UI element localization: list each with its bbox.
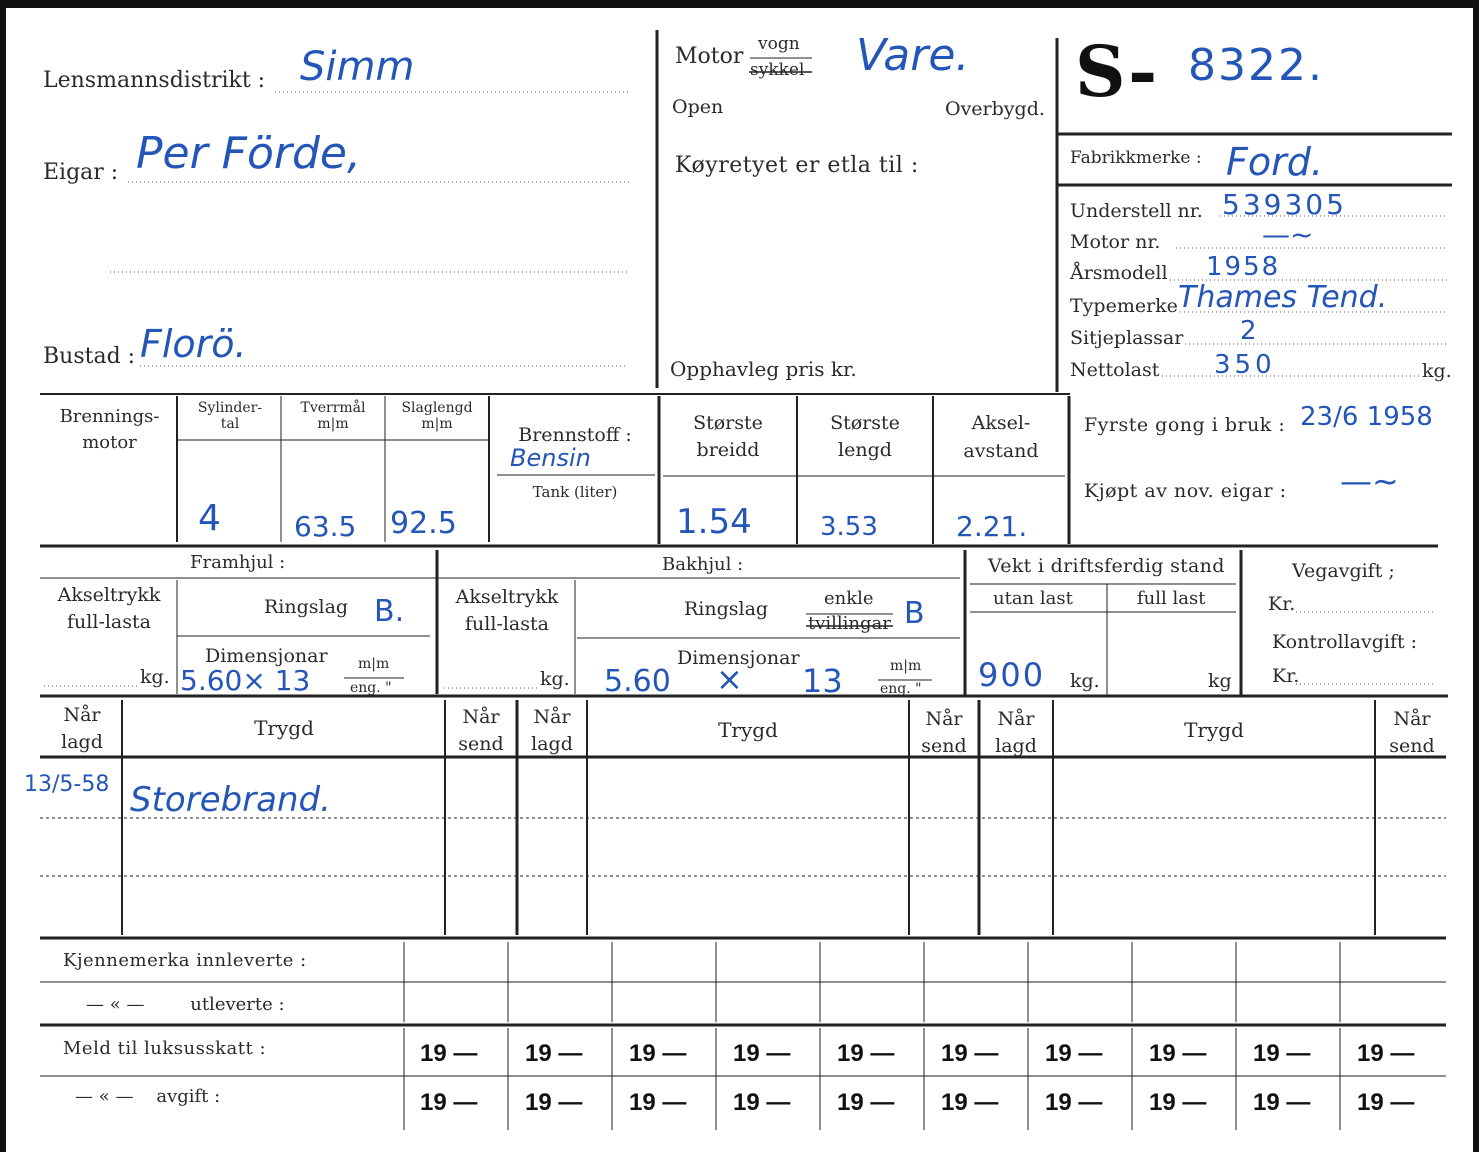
lagd-1: lagd	[61, 731, 103, 753]
registration-number: 8322.	[1188, 40, 1324, 91]
breidd-value: 1.54	[676, 502, 752, 542]
nar-lagd-1: Når	[63, 704, 101, 726]
vegavgift-kr: Kr.	[1268, 593, 1296, 615]
fabrikkmerke-value: Ford.	[1226, 140, 1323, 184]
kjennemerka-utleverte-label: — « — utleverte :	[86, 994, 285, 1015]
slaglengd-value: 92.5	[390, 506, 457, 541]
tverrmal-value: 63.5	[294, 510, 357, 543]
brennstoff-label: Brennstoff :	[518, 424, 632, 446]
sitjeplassar-label: Sitjeplassar	[1070, 327, 1184, 349]
enkle-label: enkle	[824, 588, 874, 609]
insurance-row1-date: 13/5-58	[24, 772, 110, 797]
rear-dim-b: 13	[802, 662, 843, 700]
tverrmal-unit: m|m	[317, 416, 349, 432]
lengd-label-2: lengd	[838, 439, 892, 461]
utan-last-label: utan last	[993, 588, 1073, 609]
etla-label: Køyretyet er etla til :	[675, 153, 919, 178]
sitjeplassar-value: 2	[1240, 316, 1257, 346]
tvillingar-label: tvillingar	[808, 613, 891, 634]
bustad-label: Bustad :	[43, 344, 136, 369]
lensmannsdistrikt-label: Lensmannsdistrikt :	[43, 68, 266, 93]
send-3: send	[1389, 735, 1435, 757]
motor-nr-label: Motor nr.	[1070, 231, 1161, 253]
typemerke-value: Thames Tend.	[1178, 280, 1388, 315]
lengd-label: Største	[830, 412, 900, 434]
meld-year-2: 19 —	[525, 1040, 583, 1067]
tank-label: Tank (liter)	[532, 483, 618, 501]
registration-prefix: S-	[1075, 30, 1158, 113]
meld-year-4: 19 —	[733, 1040, 791, 1067]
insurance-row1-trygd: Storebrand.	[130, 780, 331, 820]
meld-year-7: 19 —	[1045, 1040, 1103, 1067]
avgift-year-3: 19 —	[629, 1089, 687, 1116]
rear-dim-a: 5.60	[604, 664, 671, 699]
nettolast-value: 350	[1214, 350, 1276, 380]
luksusskatt-label: Meld til luksusskatt :	[63, 1038, 267, 1059]
avgift-year-4: 19 —	[733, 1089, 791, 1116]
meld-year-3: 19 —	[629, 1040, 687, 1067]
lagd-2: lagd	[531, 733, 573, 755]
sylinder-label: Sylinder-	[197, 400, 263, 416]
avgift-year-8: 19 —	[1149, 1089, 1207, 1116]
brennstoff-value: Bensin	[510, 444, 591, 472]
breidd-label: Største	[693, 412, 763, 434]
nettolast-label: Nettolast	[1070, 359, 1160, 381]
avgift-year-1: 19 —	[420, 1089, 478, 1116]
slaglengd-unit: m|m	[421, 416, 453, 432]
avgift-year-5: 19 —	[837, 1089, 895, 1116]
vegavgift-label: Vegavgift ;	[1292, 560, 1395, 582]
tverrmal-label: Tverrmål	[300, 400, 366, 416]
lensmannsdistrikt-value: Simm	[300, 44, 415, 90]
brennings-label: Brennings-	[59, 406, 160, 427]
meld-year-5: 19 —	[837, 1040, 895, 1067]
front-dimensjonar-label: Dimensjonar	[205, 645, 328, 667]
rear-dimensjonar-label: Dimensjonar	[677, 647, 800, 669]
sylinder-value: 4	[198, 498, 221, 539]
rear-dim-x: ×	[716, 660, 743, 698]
eigar-value: Per Förde,	[136, 128, 361, 179]
avgift-year-6: 19 —	[941, 1089, 999, 1116]
front-eng-label: eng. "	[350, 680, 392, 696]
nar-lagd-2: Når	[533, 706, 571, 728]
brennings-label-2: motor	[82, 432, 137, 453]
pris-label: Opphavleg pris kr.	[670, 357, 857, 381]
front-akseltrykk-unit: kg.	[140, 666, 170, 688]
lagd-3: lagd	[995, 735, 1037, 757]
front-dim-value: 5.60× 13	[180, 664, 311, 697]
send-1: send	[458, 733, 504, 755]
kontrollavgift-label: Kontrollavgift :	[1272, 631, 1418, 653]
bakhjul-label: Bakhjul :	[662, 554, 744, 575]
utan-last-value: 900	[978, 656, 1046, 694]
fabrikkmerke-label: Fabrikkmerke :	[1070, 148, 1202, 168]
meld-year-8: 19 —	[1149, 1040, 1207, 1067]
nettolast-unit: kg.	[1422, 360, 1452, 382]
send-2: send	[921, 735, 967, 757]
framhjul-label: Framhjul :	[190, 552, 286, 573]
utan-last-unit: kg.	[1070, 670, 1100, 692]
motor-nr-value: —~	[1262, 218, 1314, 251]
aksel-value: 2.21.	[956, 510, 1028, 543]
trygd-3: Trygd	[1184, 718, 1244, 742]
front-akseltrykk-label-2: full-lasta	[67, 611, 151, 633]
understell-value: 539305	[1222, 188, 1347, 221]
meld-year-1: 19 —	[420, 1040, 478, 1067]
meld-year-10: 19 —	[1357, 1040, 1415, 1067]
front-akseltrykk-label: Akseltrykk	[57, 584, 161, 606]
kontrollavgift-kr: Kr.	[1272, 665, 1300, 687]
rear-akseltrykk-label-2: full-lasta	[465, 613, 549, 635]
kjopt-value: —~	[1340, 462, 1399, 500]
slaglengd-label: Slaglengd	[401, 400, 473, 416]
open-label: Open	[672, 96, 724, 118]
avgift-year-2: 19 —	[525, 1089, 583, 1116]
aksel-label: Aksel-	[971, 412, 1031, 434]
rear-ringslag-value: B	[904, 596, 925, 631]
rear-ringslag-label: Ringslag	[684, 598, 769, 620]
trygd-2: Trygd	[718, 718, 778, 742]
arsmodell-value: 1958	[1206, 252, 1281, 282]
rear-mm-label: m|m	[890, 658, 922, 674]
fyrste-value: 23/6 1958	[1300, 402, 1433, 432]
front-ringslag-value: B.	[374, 594, 405, 629]
full-last-label: full last	[1137, 588, 1206, 609]
motor-label: Motor	[675, 44, 744, 69]
nar-send-3: Når	[1393, 708, 1431, 730]
nar-send-1: Når	[462, 706, 500, 728]
full-last-unit: kg	[1208, 670, 1232, 692]
motor-sykkel: sykkel	[750, 60, 805, 80]
avgift-year-10: 19 —	[1357, 1089, 1415, 1116]
luksus-avgift-label: — « — avgift :	[75, 1086, 221, 1107]
avgift-year-7: 19 —	[1045, 1089, 1103, 1116]
eigar-label: Eigar :	[43, 160, 119, 185]
lengd-value: 3.53	[820, 512, 878, 542]
nar-lagd-3: Når	[997, 708, 1035, 730]
meld-year-6: 19 —	[941, 1040, 999, 1067]
kjopt-label: Kjøpt av nov. eigar :	[1084, 480, 1287, 502]
overbygd-label: Overbygd.	[945, 98, 1045, 120]
arsmodell-label: Årsmodell	[1070, 262, 1168, 284]
avgift-year-9: 19 —	[1253, 1089, 1311, 1116]
rear-akseltrykk-unit: kg.	[540, 668, 570, 690]
motor-value: Vare.	[856, 30, 970, 81]
sylinder-label-2: tal	[220, 416, 240, 432]
rear-eng-label: eng. "	[880, 681, 922, 697]
trygd-1: Trygd	[254, 716, 314, 740]
rear-akseltrykk-label: Akseltrykk	[455, 586, 559, 608]
kjennemerka-innleverte-label: Kjennemerka innleverte :	[63, 950, 307, 971]
front-ringslag-label: Ringslag	[264, 596, 349, 618]
nar-send-2: Når	[925, 708, 963, 730]
understell-label: Understell nr.	[1070, 200, 1203, 222]
breidd-label-2: breidd	[696, 439, 760, 461]
motor-vogn: vogn	[758, 34, 800, 54]
meld-year-9: 19 —	[1253, 1040, 1311, 1067]
front-mm-label: m|m	[358, 656, 390, 672]
typemerke-label: Typemerke	[1070, 295, 1178, 317]
fyrste-label: Fyrste gong i bruk :	[1084, 414, 1286, 436]
aksel-label-2: avstand	[963, 440, 1039, 462]
bustad-value: Florö.	[140, 322, 247, 366]
vekt-label: Vekt i driftsferdig stand	[988, 555, 1225, 577]
